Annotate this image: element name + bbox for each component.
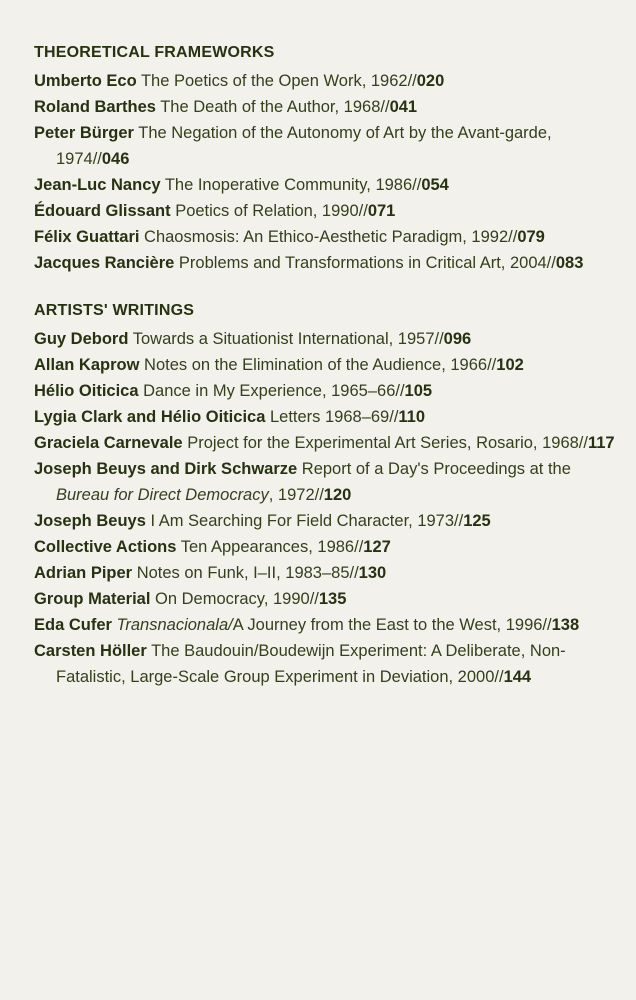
entry-author: Adrian Piper (34, 564, 133, 582)
entry-title: Poetics of Relation, 1990// (170, 202, 368, 220)
toc-entry (34, 198, 616, 224)
entry-title: The Negation of the Autonomy of Art by the Avant-garde, 1974// (56, 124, 552, 168)
toc-entry (34, 560, 616, 586)
entry-title: Towards a Situationist International, 1957// (128, 330, 444, 348)
entry-author: Guy Debord (34, 330, 129, 348)
entry-title: Report of a Day's Proceedings at the (297, 460, 571, 478)
entry-author: Umberto Eco (34, 72, 137, 90)
entry-page-number: 138 (551, 616, 580, 634)
entry-author: Roland Barthes (34, 98, 156, 116)
entry-title: A Journey from the East to the West, 1996// (232, 616, 552, 634)
entry-author: Eda Cufer (34, 616, 112, 634)
entry-title: Letters 1968–69// (265, 408, 399, 426)
toc-entry (34, 430, 616, 456)
toc-entry (34, 534, 616, 560)
toc-entry (34, 250, 616, 276)
entry-title: The Inoperative Community, 1986// (160, 176, 422, 194)
toc-entry (34, 638, 616, 690)
entry-title: Project for the Experimental Art Series, Rosario, 1968// (182, 434, 588, 452)
entry-title: Dance in My Experience, 1965–66// (138, 382, 405, 400)
entry-page-number: 096 (443, 330, 472, 348)
entry-author: Joseph Beuys (34, 512, 146, 530)
toc-entry (34, 404, 616, 430)
entry-list (34, 326, 616, 690)
entry-page-number: 083 (555, 254, 584, 272)
entry-title: Chaosmosis: An Ethico-Aesthetic Paradigm, 1992// (139, 228, 518, 246)
entry-page-number: 117 (587, 434, 615, 452)
entry-title: Ten Appearances, 1986// (176, 538, 364, 556)
entry-page-number: 071 (367, 202, 396, 220)
entry-title: I Am Searching For Field Character, 1973// (145, 512, 464, 530)
entry-page-number: 135 (318, 590, 347, 608)
entry-author: Peter Bürger (34, 124, 134, 142)
entry-page-number: 046 (101, 150, 130, 168)
entry-title: , 1972// (268, 486, 324, 504)
entry-page-number: 054 (421, 176, 449, 194)
toc-entry (34, 456, 616, 508)
entry-page-number: 041 (389, 98, 418, 116)
entry-title: The Poetics of the Open Work, 1962// (136, 72, 417, 90)
entry-title: The Death of the Author, 1968// (155, 98, 390, 116)
entry-author: Édouard Glissant (34, 202, 171, 220)
toc-entry (34, 224, 616, 250)
entry-title: Notes on the Elimination of the Audience, 1966// (139, 356, 497, 374)
entry-page-number: 130 (358, 564, 387, 582)
entry-page-number: 110 (398, 408, 426, 426)
entry-author: Félix Guattari (34, 228, 140, 246)
entry-author: Graciela Carnevale (34, 434, 183, 452)
entry-page-number: 079 (517, 228, 545, 246)
entry-author: Joseph Beuys and Dirk Schwarze (34, 460, 298, 478)
entry-author: Jean-Luc Nancy (34, 176, 161, 194)
entry-page-number: 020 (416, 72, 445, 90)
section-heading: THEORETICAL FRAMEWORKS (34, 44, 275, 61)
entry-list (34, 68, 616, 276)
entry-page-number: 102 (496, 356, 524, 374)
entry-title: Notes on Funk, I–II, 1983–85// (132, 564, 359, 582)
entry-title-italic: Bureau for Direct Democracy (56, 486, 269, 504)
toc-entry (34, 326, 616, 352)
entry-title-italic: Transnacionala/ (116, 616, 233, 634)
toc-entry (34, 612, 616, 638)
entry-author: Hélio Oiticica (34, 382, 139, 400)
entry-page-number: 125 (463, 512, 491, 530)
toc-entry (34, 68, 616, 94)
entry-page-number: 127 (363, 538, 391, 556)
entry-title: On Democracy, 1990// (150, 590, 319, 608)
entry-author: Allan Kaprow (34, 356, 140, 374)
entry-page-number: 144 (503, 668, 532, 686)
entry-page-number: 120 (323, 486, 352, 504)
toc-entry (34, 508, 616, 534)
entry-author: Jacques Rancière (34, 254, 175, 272)
toc-entry (34, 378, 616, 404)
toc-entry (34, 352, 616, 378)
entry-author: Collective Actions (34, 538, 177, 556)
entry-author: Group Material (34, 590, 151, 608)
section-theoretical-frameworks (34, 40, 616, 276)
entry-author: Carsten Höller (34, 642, 147, 660)
entry-title: The Baudouin/Boudewijn Experiment: A Deliberate, Non-Fatalistic, Large-Scale Group Experiment in Deviation, 2000// (56, 642, 566, 686)
entry-title: Problems and Transformations in Critical Art, 2004// (174, 254, 556, 272)
entry-page-number: 105 (404, 382, 433, 400)
section-heading: ARTISTS' WRITINGS (34, 302, 195, 319)
toc-entry (34, 172, 616, 198)
toc-entry (34, 120, 616, 172)
entry-author: Lygia Clark and Hélio Oiticica (34, 408, 266, 426)
section-artists-writings (34, 298, 616, 690)
toc-entry (34, 94, 616, 120)
toc-entry (34, 586, 616, 612)
